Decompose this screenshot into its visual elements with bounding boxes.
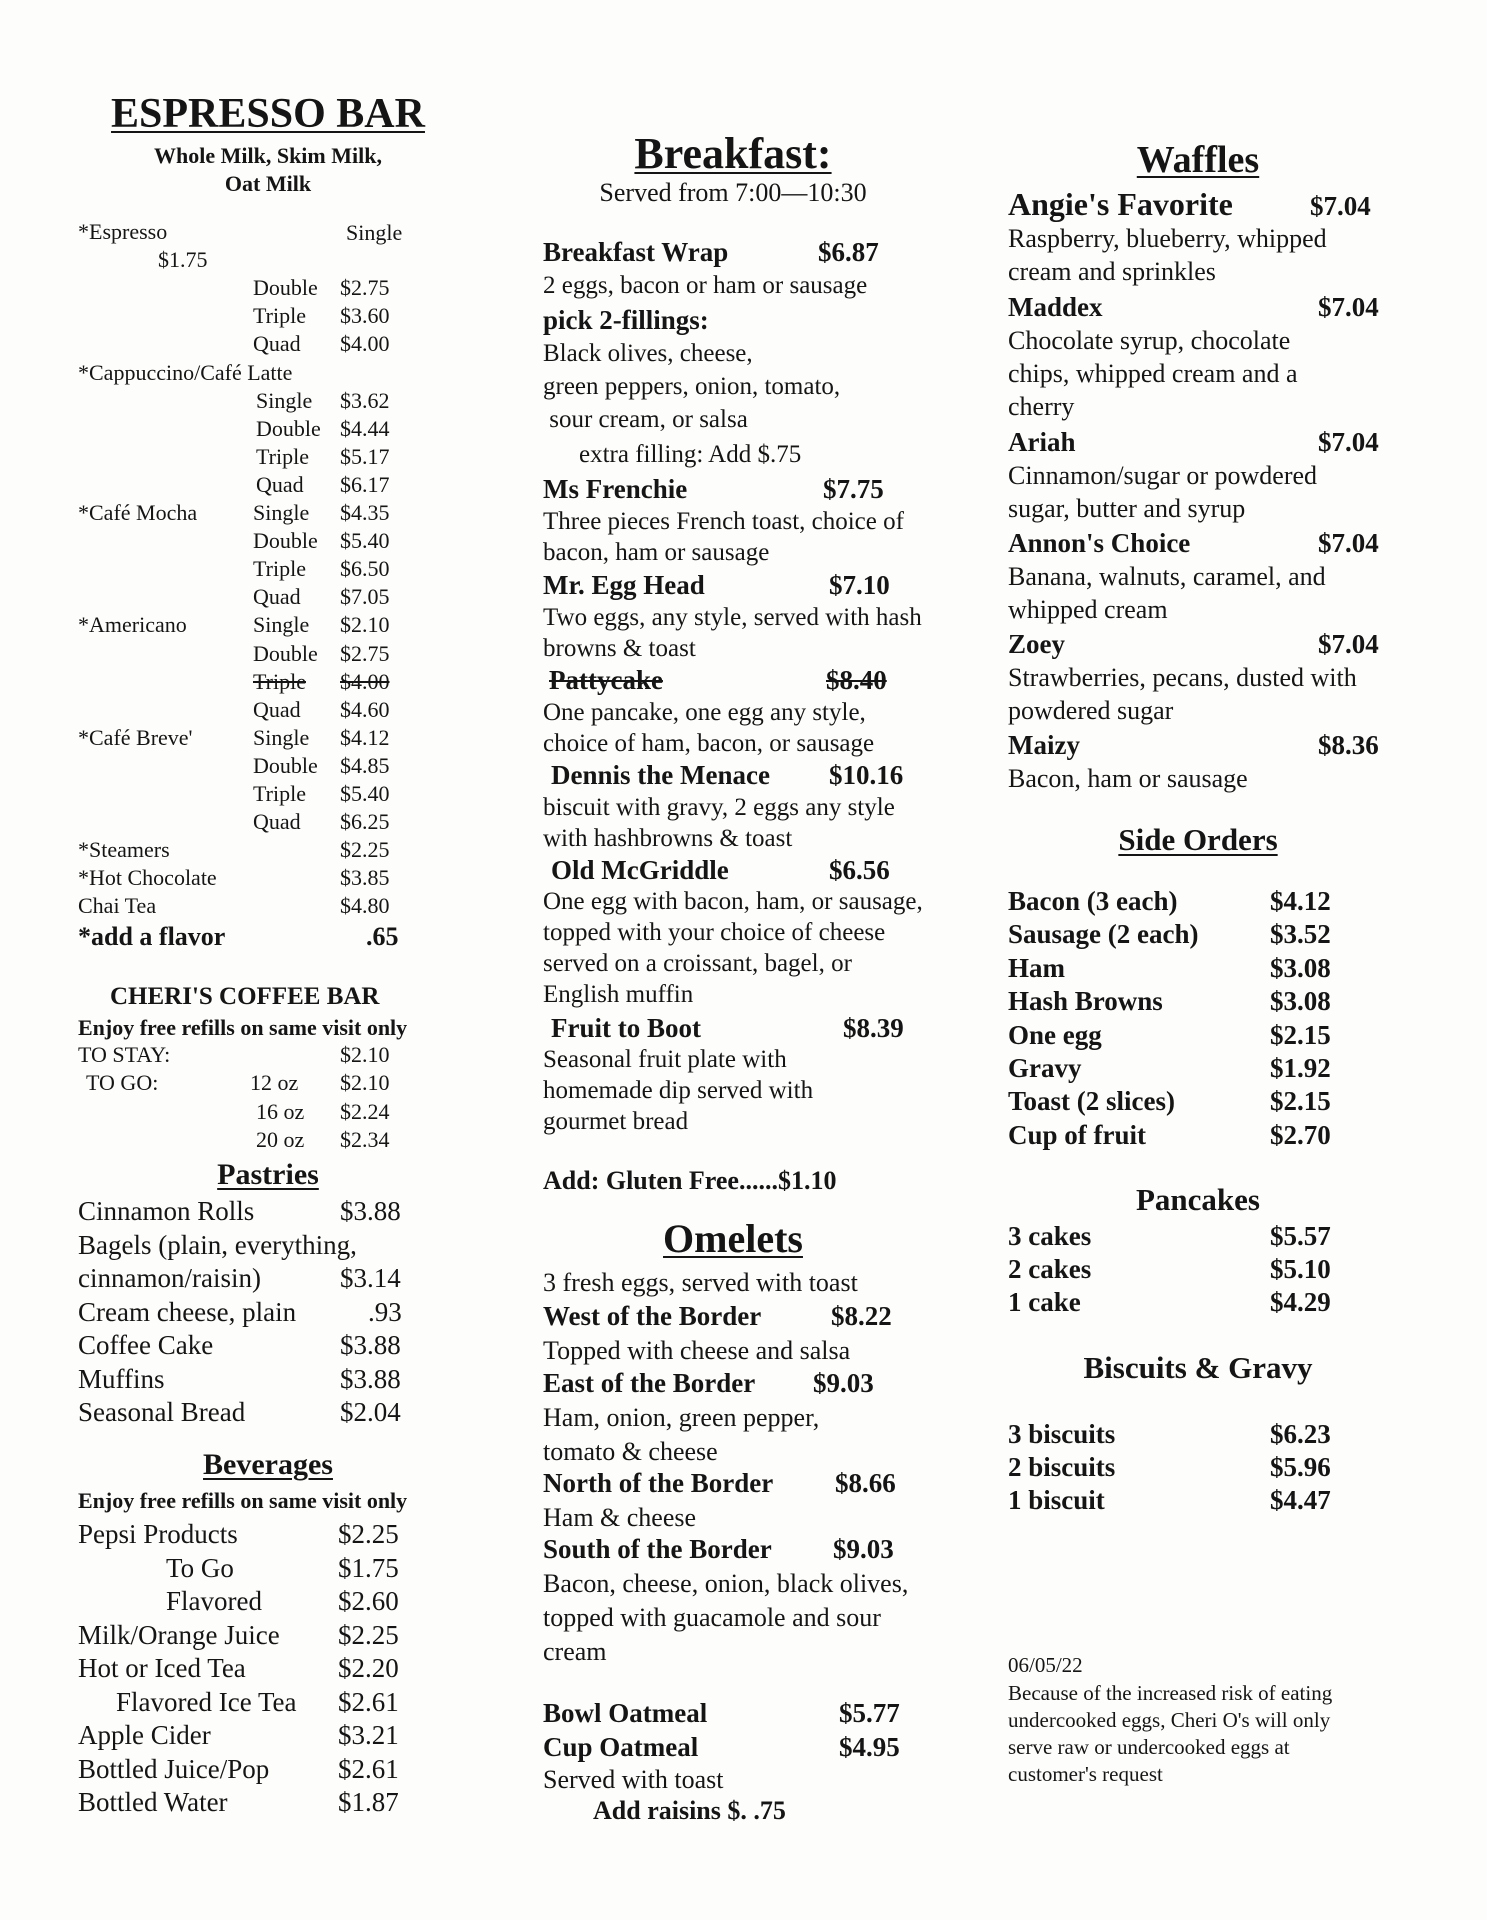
pastry-name: Coffee Cake <box>78 1330 214 1360</box>
beverage-price: $3.21 <box>338 1720 399 1750</box>
omelet-name: South of the Border <box>543 1534 772 1564</box>
pastry-row <box>78 1396 448 1429</box>
breakfast-item-desc: Three pieces French toast, choice of bacon, ham or sausage <box>543 508 904 566</box>
right-column <box>1008 0 1388 1920</box>
beverage-row <box>78 1619 448 1652</box>
breakfast-served-time: Served from 7:00—10:30 <box>599 178 867 207</box>
pastry-row <box>78 1296 448 1329</box>
side-order-name: Gravy <box>1008 1053 1082 1083</box>
omelet-name: East of the Border <box>543 1368 756 1398</box>
waffle-name: Maizy <box>1008 730 1080 760</box>
espresso-item-size: Triple <box>253 556 306 582</box>
breakfast-item-desc: biscuit with gravy, 2 eggs any style with hashbrowns & toast <box>543 794 895 852</box>
pastry-name: Cream cheese, plain <box>78 1296 297 1327</box>
waffles-title: Waffles <box>1136 139 1260 181</box>
breakfast-item-desc: Seasonal fruit plate with homemade dip served with gourmet bread <box>543 1046 814 1135</box>
omelet-desc: Topped with cheese and salsa <box>543 1336 851 1365</box>
espresso-item-price: $3.85 <box>340 865 390 891</box>
breakfast-item-price: $8.39 <box>843 1013 904 1043</box>
side-order-price: $1.92 <box>1270 1053 1331 1083</box>
waffle-desc: Raspberry, blueberry, whipped cream and sprinkles <box>1008 224 1327 286</box>
beverage-name: Flavored Ice Tea <box>116 1686 297 1717</box>
side-order-name: Bacon (3 each) <box>1008 886 1178 916</box>
oatmeal-name: Bowl Oatmeal <box>543 1698 708 1728</box>
beverage-name: Pepsi Products <box>78 1519 238 1549</box>
espresso-item-name: *Café Mocha <box>78 500 198 525</box>
breakfast-item-desc: One egg with bacon, ham, or sausage, topped with your choice of cheese served on a croissant, bagel, or English muffin <box>543 888 923 1008</box>
waffle-price: $8.36 <box>1318 730 1379 760</box>
oatmeal-price: $4.95 <box>839 1732 900 1762</box>
pancake-row <box>1008 1253 1348 1286</box>
filling-option: Black olives, cheese, <box>543 340 753 367</box>
omelet-desc: Ham & cheese <box>543 1503 697 1532</box>
espresso-row <box>78 218 478 246</box>
beverage-name: Hot or Iced Tea <box>78 1653 246 1683</box>
side-order-row <box>1008 918 1348 951</box>
espresso-item-size: Triple <box>253 668 306 694</box>
biscuit-price: $5.96 <box>1270 1452 1331 1482</box>
side-order-name: Toast (2 slices) <box>1008 1086 1175 1117</box>
espresso-item-size: Quad <box>256 471 304 497</box>
pastry-name: cinnamon/raisin) <box>78 1263 261 1293</box>
espresso-item-name: *Americano <box>78 612 187 638</box>
pastry-row <box>78 1329 448 1362</box>
breakfast-item-price: $10.16 <box>829 760 904 790</box>
coffee-bar-refills: Enjoy free refills on same visit only <box>78 1015 408 1040</box>
espresso-row <box>78 359 478 387</box>
side-order-name: Cup of fruit <box>1008 1119 1147 1150</box>
breakfast-title: Breakfast: <box>634 129 832 178</box>
beverage-price: $2.61 <box>338 1686 399 1717</box>
espresso-item-size: Single <box>253 612 310 638</box>
oatmeal-price: $5.77 <box>839 1698 900 1728</box>
espresso-row <box>78 274 478 302</box>
breakfast-item-desc: One pancake, one egg any style, choice of ham, bacon, or sausage <box>543 699 875 757</box>
espresso-row <box>78 696 478 724</box>
espresso-item-price: $6.17 <box>340 471 390 497</box>
pastry-row <box>78 1363 448 1396</box>
pastry-name: Seasonal Bread <box>78 1397 246 1427</box>
espresso-item-size: Quad <box>253 584 301 610</box>
waffle-price: $7.04 <box>1310 191 1371 221</box>
beverage-name: Apple Cider <box>78 1720 211 1750</box>
biscuits-gravy-title: Biscuits & Gravy <box>1083 1350 1313 1385</box>
beverage-row <box>78 1753 448 1786</box>
espresso-item-price: $6.50 <box>340 556 390 582</box>
side-order-price: $2.15 <box>1270 1019 1331 1050</box>
omelet-price: $9.03 <box>833 1534 894 1564</box>
espresso-row <box>78 443 478 471</box>
add-raisins: Add raisins $. .75 <box>593 1796 786 1825</box>
add-flavor-price: .65 <box>366 922 399 951</box>
notice-line: serve raw or undercooked eggs at <box>1008 1735 1290 1759</box>
coffee-size: 12 oz <box>250 1070 299 1095</box>
beverage-name: Flavored <box>166 1586 262 1616</box>
espresso-item-size: Triple <box>253 781 306 806</box>
side-order-price: $2.70 <box>1270 1119 1331 1150</box>
side-order-row <box>1008 952 1348 985</box>
espresso-single-label: Single <box>346 220 403 245</box>
side-order-row <box>1008 1119 1348 1152</box>
beverages-title: Beverages <box>203 1448 333 1481</box>
breakfast-item-name: Breakfast Wrap <box>543 237 729 267</box>
breakfast-item-name: Mr. Egg Head <box>543 570 705 600</box>
fillings-label: pick 2-fillings: <box>543 305 709 335</box>
beverage-name: Milk/Orange Juice <box>78 1619 280 1650</box>
espresso-item-price: $2.25 <box>340 837 390 863</box>
espresso-item-price: $4.85 <box>340 752 390 778</box>
breakfast-item-name: Pattycake <box>549 665 663 695</box>
omelet-desc: Bacon, cheese, onion, black olives, topped with guacamole and sour cream <box>543 1569 909 1666</box>
omelet-name: North of the Border <box>543 1468 774 1498</box>
espresso-row <box>78 864 478 892</box>
to-go-label: TO GO: <box>86 1070 159 1095</box>
omelets-title: Omelets <box>663 1216 803 1261</box>
pancake-price: $4.29 <box>1270 1287 1331 1317</box>
side-order-name: Ham <box>1008 952 1065 983</box>
beverage-price: $1.75 <box>338 1552 399 1583</box>
pastry-price: $3.88 <box>340 1363 401 1394</box>
waffle-price: $7.04 <box>1318 427 1379 457</box>
filling-option: green peppers, onion, tomato, <box>543 373 841 400</box>
side-order-price: $3.08 <box>1270 952 1331 983</box>
omelet-price: $8.22 <box>831 1301 892 1331</box>
pastry-name: Bagels (plain, everything, <box>78 1229 357 1260</box>
beverage-row <box>78 1686 448 1719</box>
waffle-desc: Chocolate syrup, chocolate chips, whipped cream and a cherry <box>1008 326 1298 421</box>
espresso-item-size: Single <box>253 500 310 525</box>
espresso-row <box>78 836 478 864</box>
breakfast-item-name: Old McGriddle <box>551 855 729 885</box>
beverage-row <box>78 1585 448 1618</box>
espresso-item-price: $4.00 <box>340 668 390 694</box>
pastry-row <box>78 1229 448 1262</box>
espresso-item-price: $5.17 <box>340 443 390 469</box>
side-order-name: Sausage (2 each) <box>1008 919 1199 950</box>
coffee-size: 20 oz <box>256 1127 305 1152</box>
side-order-row <box>1008 1085 1348 1118</box>
espresso-item-price: $2.75 <box>340 275 390 301</box>
side-orders-title: Side Orders <box>1118 822 1278 857</box>
breakfast-item-desc: 2 eggs, bacon or ham or sausage <box>543 272 868 299</box>
beverage-row <box>78 1552 448 1585</box>
waffle-price: $7.04 <box>1318 292 1379 322</box>
espresso-row <box>78 387 478 415</box>
espresso-item-size: Quad <box>253 809 301 835</box>
espresso-row <box>78 415 478 443</box>
espresso-row <box>78 499 478 527</box>
espresso-item-size: Triple <box>256 443 309 469</box>
waffle-desc: Banana, walnuts, caramel, and whipped cream <box>1008 562 1326 624</box>
espresso-row <box>78 668 478 696</box>
espresso-item-price: $4.35 <box>340 500 390 525</box>
espresso-item-price: $4.44 <box>340 415 390 441</box>
espresso-row <box>78 527 478 555</box>
espresso-item-name: $1.75 <box>158 247 208 273</box>
pancake-price: $5.57 <box>1270 1221 1331 1251</box>
pastry-price: $3.14 <box>340 1263 401 1293</box>
notice-line: customer's request <box>1008 1762 1163 1786</box>
espresso-item-size: Double <box>253 275 318 301</box>
side-order-price: $2.15 <box>1270 1086 1331 1117</box>
espresso-row <box>78 752 478 780</box>
pastry-price: $3.88 <box>340 1330 401 1360</box>
pancakes-title: Pancakes <box>1136 1182 1260 1217</box>
filling-option: sour cream, or salsa <box>543 406 748 433</box>
milk-options-line1: Whole Milk, Skim Milk, <box>154 143 382 168</box>
beverage-price: $2.61 <box>338 1753 399 1784</box>
beverage-name: Bottled Water <box>78 1787 228 1817</box>
espresso-item-size: Quad <box>253 696 301 722</box>
espresso-item-name: *Cappuccino/Café Latte <box>78 359 293 385</box>
waffle-name: Angie's Favorite <box>1008 186 1233 222</box>
espresso-row <box>78 808 478 836</box>
espresso-bar-title: ESPRESSO BAR <box>111 91 425 137</box>
espresso-row <box>78 555 478 583</box>
beverage-price: $2.20 <box>338 1653 399 1683</box>
espresso-item-price: $4.80 <box>340 893 390 919</box>
espresso-item-size: Double <box>253 640 318 666</box>
beverage-row <box>78 1786 448 1819</box>
breakfast-item-price: $8.40 <box>826 665 887 695</box>
pancake-name: 2 cakes <box>1008 1254 1092 1284</box>
waffle-price: $7.04 <box>1318 629 1379 659</box>
add-flavor-label: *add a flavor <box>78 922 226 951</box>
espresso-row <box>78 471 478 499</box>
espresso-item-size: Triple <box>253 303 306 329</box>
omelet-price: $9.03 <box>813 1368 874 1398</box>
pastry-price: $3.88 <box>340 1196 401 1226</box>
breakfast-item-price: $7.75 <box>823 474 884 504</box>
espresso-item-price: $3.60 <box>340 303 390 329</box>
biscuit-row <box>1008 1484 1348 1517</box>
oatmeal-served: Served with toast <box>543 1765 724 1794</box>
espresso-item-size: Double <box>253 752 318 778</box>
waffle-desc: Bacon, ham or sausage <box>1008 764 1248 793</box>
espresso-item-price: $2.10 <box>340 612 390 638</box>
beverage-price: $2.25 <box>338 1619 399 1650</box>
left-column <box>78 0 468 1920</box>
pancake-name: 1 cake <box>1008 1287 1081 1317</box>
side-order-row <box>1008 1052 1348 1085</box>
omelet-price: $8.66 <box>835 1468 896 1498</box>
espresso-item-price: $6.25 <box>340 809 390 835</box>
espresso-item-size: Double <box>256 415 321 441</box>
beverage-name: To Go <box>166 1552 234 1583</box>
biscuit-name: 3 biscuits <box>1008 1419 1116 1449</box>
beverage-name: Bottled Juice/Pop <box>78 1753 270 1784</box>
pancake-price: $5.10 <box>1270 1254 1331 1284</box>
gluten-free-addon: Add: Gluten Free......$1.10 <box>543 1166 837 1195</box>
coffee-size-price: $2.34 <box>340 1127 390 1152</box>
waffle-name: Ariah <box>1008 427 1076 457</box>
espresso-item-price: $5.40 <box>340 781 390 806</box>
side-order-name: Hash Browns <box>1008 986 1163 1017</box>
espresso-item-price: $5.40 <box>340 528 390 554</box>
espresso-row <box>78 640 478 668</box>
coffee-size: 16 oz <box>256 1098 305 1124</box>
espresso-row <box>78 302 478 330</box>
biscuit-name: 1 biscuit <box>1008 1485 1105 1515</box>
side-order-price: $4.12 <box>1270 886 1331 916</box>
extra-filling: extra filling: Add $.75 <box>579 441 802 468</box>
espresso-item-size: Double <box>253 528 318 554</box>
breakfast-item-price: $7.10 <box>829 570 890 600</box>
espresso-item-name: *Steamers <box>78 837 170 863</box>
to-stay-price: $2.10 <box>340 1042 390 1067</box>
espresso-item-name: *Café Breve' <box>78 724 193 750</box>
biscuit-price: $6.23 <box>1270 1419 1331 1449</box>
coffee-size-price: $2.24 <box>340 1098 390 1124</box>
pastry-name: Muffins <box>78 1363 165 1394</box>
pastry-row <box>78 1195 448 1228</box>
breakfast-item-name: Dennis the Menace <box>551 760 770 790</box>
pastry-name: Cinnamon Rolls <box>78 1196 255 1226</box>
espresso-item-size: Quad <box>253 331 301 357</box>
espresso-row <box>78 780 478 808</box>
espresso-item-price: $4.12 <box>340 724 390 750</box>
waffle-name: Annon's Choice <box>1008 528 1191 558</box>
espresso-row <box>78 583 478 611</box>
waffle-price: $7.04 <box>1318 528 1379 558</box>
breakfast-item-price: $6.87 <box>818 237 879 267</box>
omelets-served: 3 fresh eggs, served with toast <box>543 1268 858 1297</box>
pastry-row <box>78 1262 448 1295</box>
pastry-price: .93 <box>368 1296 402 1327</box>
biscuit-price: $4.47 <box>1270 1485 1331 1515</box>
omelet-desc: Ham, onion, green pepper, tomato & cheese <box>543 1403 820 1466</box>
breakfast-item-desc: Two eggs, any style, served with hash browns & toast <box>543 604 922 662</box>
beverage-price: $2.60 <box>338 1586 399 1616</box>
oatmeal-name: Cup Oatmeal <box>543 1732 699 1762</box>
to-stay-label: TO STAY: <box>78 1042 171 1067</box>
undercooked-eggs-notice <box>1008 1680 1332 1788</box>
middle-column <box>543 0 943 1920</box>
espresso-item-price: $4.60 <box>340 696 390 722</box>
espresso-item-price: $2.75 <box>340 640 390 666</box>
side-order-name: One egg <box>1008 1019 1102 1050</box>
pastry-price: $2.04 <box>340 1397 401 1427</box>
side-order-row <box>1008 1019 1348 1052</box>
beverage-row <box>78 1518 448 1551</box>
coffee-size-price: $2.10 <box>340 1070 390 1095</box>
waffle-name: Zoey <box>1008 629 1065 659</box>
espresso-item-price: $3.62 <box>340 387 390 413</box>
side-order-row <box>1008 885 1348 918</box>
milk-options-line2: Oat Milk <box>224 171 312 196</box>
notice-line: undercooked eggs, Cheri O's will only <box>1008 1708 1331 1732</box>
breakfast-item-price: $6.56 <box>829 855 890 885</box>
notice-line: Because of the increased risk of eating <box>1008 1681 1333 1705</box>
biscuit-row <box>1008 1451 1348 1484</box>
espresso-item-price: $7.05 <box>340 584 390 610</box>
espresso-row <box>78 611 478 639</box>
menu-date: 06/05/22 <box>1008 1653 1083 1677</box>
coffee-bar-title: CHERI'S COFFEE BAR <box>110 983 380 1010</box>
beverage-price: $1.87 <box>338 1787 399 1817</box>
pancake-name: 3 cakes <box>1008 1221 1092 1251</box>
breakfast-item-name: Fruit to Boot <box>551 1013 701 1043</box>
espresso-row <box>78 724 478 752</box>
side-order-price: $3.52 <box>1270 919 1331 950</box>
biscuit-name: 2 biscuits <box>1008 1452 1116 1482</box>
omelet-name: West of the Border <box>543 1301 762 1331</box>
espresso-item-price: $4.00 <box>340 331 390 357</box>
waffle-desc: Cinnamon/sugar or powdered sugar, butter and syrup <box>1008 461 1318 523</box>
beverages-refills: Enjoy free refills on same visit only <box>78 1488 408 1513</box>
pastries-title: Pastries <box>217 1158 319 1191</box>
breakfast-item-name: Ms Frenchie <box>543 474 688 504</box>
biscuit-row <box>1008 1418 1348 1451</box>
espresso-row <box>78 246 478 274</box>
side-order-row <box>1008 985 1348 1018</box>
beverage-price: $2.25 <box>338 1519 399 1549</box>
beverage-row <box>78 1719 448 1752</box>
side-order-price: $3.08 <box>1270 986 1331 1017</box>
waffle-name: Maddex <box>1008 292 1103 322</box>
beverage-row <box>78 1652 448 1685</box>
espresso-row <box>78 892 478 920</box>
espresso-row <box>78 330 478 358</box>
espresso-item-size: Single <box>253 724 310 750</box>
espresso-item-name: *Hot Chocolate <box>78 865 217 891</box>
espresso-item-name: *Espresso <box>78 219 168 244</box>
pancake-row <box>1008 1220 1348 1253</box>
espresso-item-name: Chai Tea <box>78 893 157 919</box>
waffle-desc: Strawberries, pecans, dusted with powdered sugar <box>1008 663 1357 725</box>
pancake-row <box>1008 1286 1348 1319</box>
espresso-item-size: Single <box>256 387 313 413</box>
